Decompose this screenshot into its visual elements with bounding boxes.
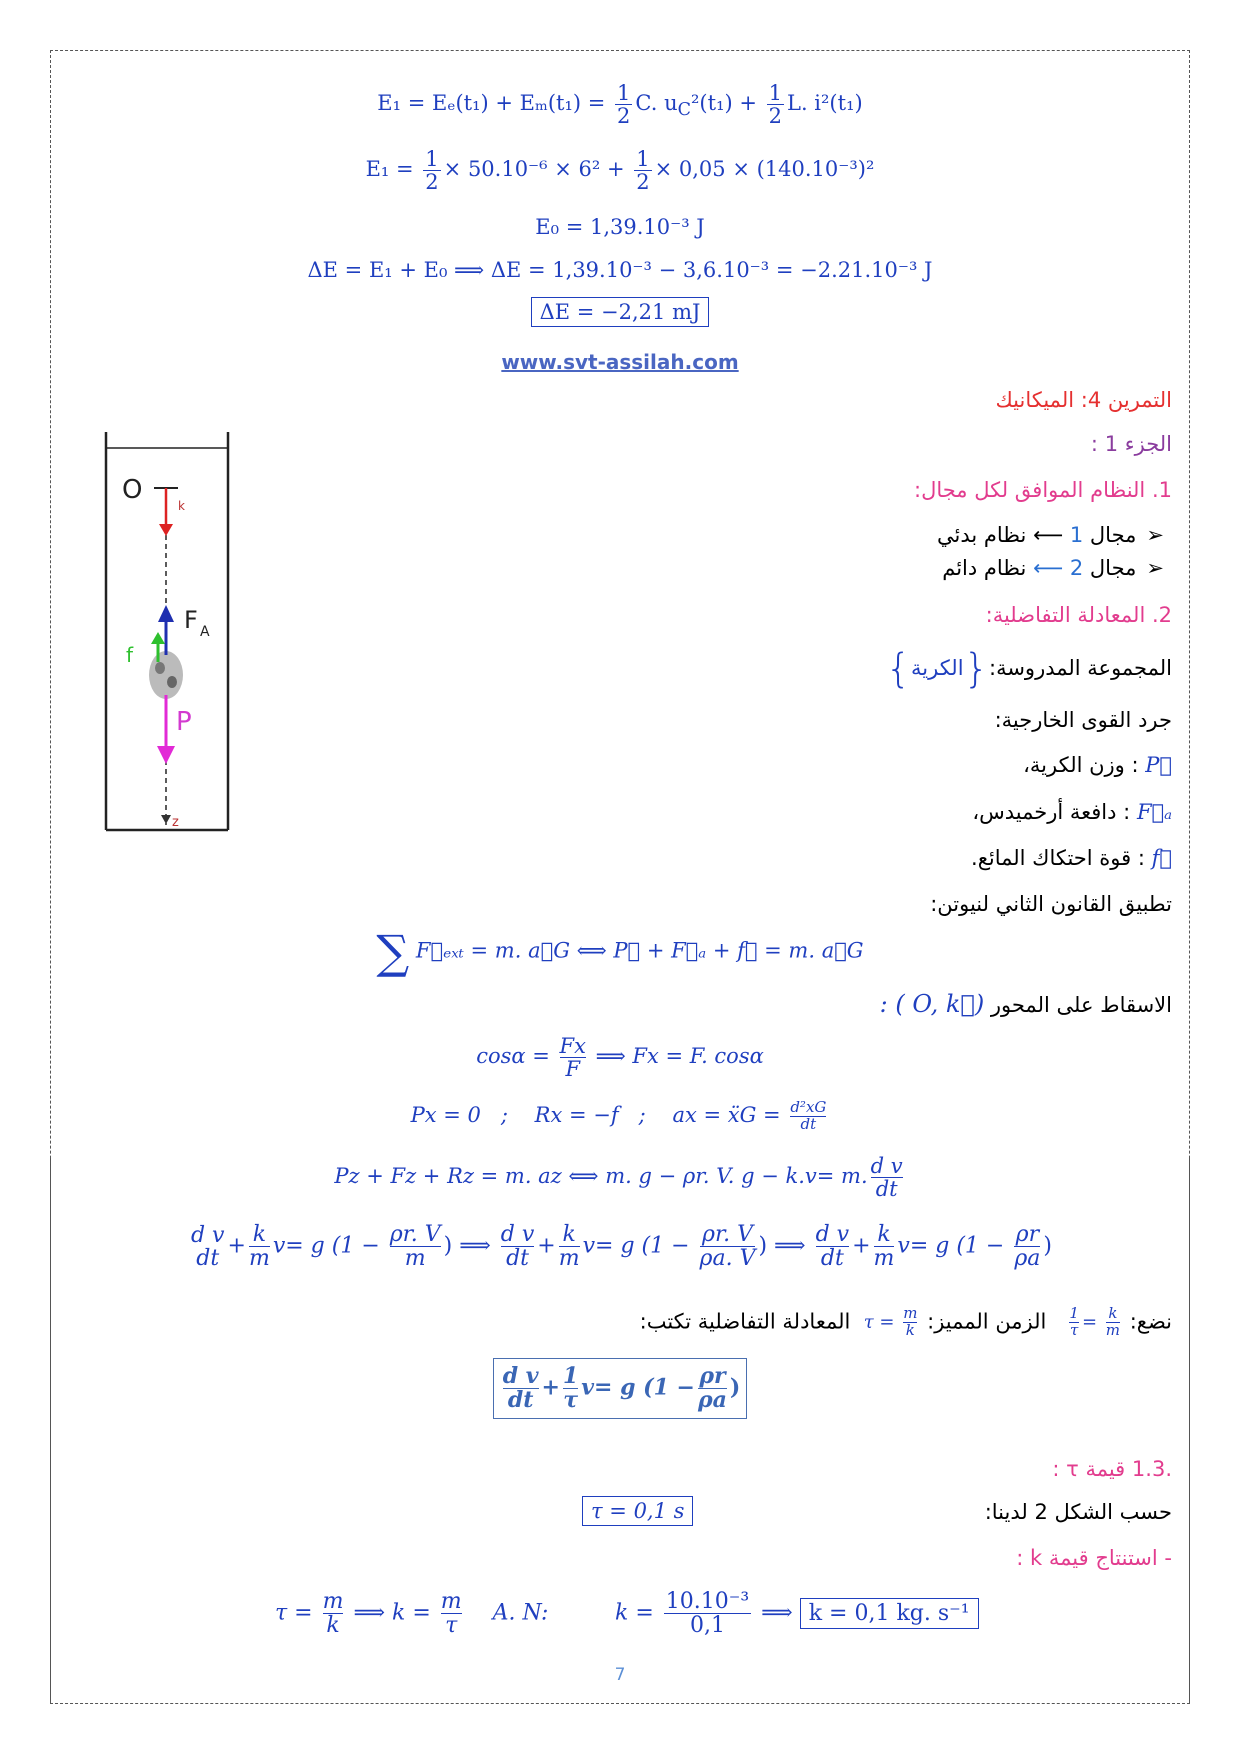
system-line: المجموعة المدروسة:{الكرية} [885, 646, 1172, 692]
newton-equation: ∑ F⃗ₑₓₜ = m. a⃗G ⟺ P⃗ + F⃗ₐ + f⃗ = m. a⃗G [376, 925, 864, 979]
forces-title: جرد القوى الخارجية: [994, 708, 1172, 732]
let-tau-line: نضع: $\frac{1}{\tau}$ = $\frac{k}{m}$ الزمن المميز: τ = $\frac{m}{k}$ المعادلة التفاضلية تكتب: [639, 1304, 1172, 1339]
equation-differential-chain: d v dt + $\frac{k}{m}$ v= g (1 − $\frac{\rho r. V}{m}$ ) ⟹ $\frac{\text{d v}}{dt}$ + $\frac{k}{m}$ v= g (1 − $\frac{\rho r. V}{\rho a. V}$ ) ⟹ $\frac{\text{d v}}{dt}$ + $\frac{k}{m}$ v= g (1 − $\frac{\rho r}{\rho a}$ ) [190, 1222, 1053, 1272]
exercise-title: التمرين 4: الميكانيك [995, 388, 1172, 412]
question-3-1-title: .1.3 قيمة τ : [1052, 1457, 1172, 1481]
k-arrowhead [159, 524, 173, 536]
final-differential-equation: $\frac{\text{d v}}{dt}$ + $\frac{1}{\tau}$ v= g (1 − $\frac{\rho r}{\rho a}$ ) [0, 1358, 1240, 1419]
equation-pz: Pz + Fz + Rz = m. az ⟺ m. g − ρr. V. g − k.v= m. $\frac{\text{d v}}{dt}$ [334, 1154, 903, 1202]
figure-2-line: حسب الشكل 2 لدينا: [984, 1500, 1172, 1524]
tau-value: τ = 0,1 s [582, 1496, 693, 1526]
equation-e1-definition: E₁ = Eₑ(t₁) + Eₘ(t₁) = $\frac{1}{2}$ C. $u_C^2(t_1)$ + $\frac{1}{2}$ L. i²(t₁) [377, 81, 863, 129]
friction-arrowhead [151, 632, 165, 644]
z-arrowhead [161, 815, 171, 824]
question-1-title: 1. النظام الموافق لكل مجال: [914, 478, 1172, 502]
regime-item-2: ➢مجال 2 ⟵ نظام دائم [942, 556, 1164, 580]
ball [149, 651, 183, 699]
website-link[interactable]: www.svt-assilah.com [501, 350, 739, 374]
equation-delta-e-result: ΔE = −2,21 mJ [0, 297, 1240, 327]
weight-arrowhead [157, 746, 175, 764]
archimedes-arrowhead [158, 605, 174, 622]
deduce-k-title: - استنتاج قيمة k : [1016, 1546, 1172, 1570]
falling-ball-figure [100, 430, 240, 840]
origin-label: O [122, 475, 143, 505]
f-label: f [126, 643, 134, 667]
regime-item-1: ➢مجال 1 ⟵ نظام بدئي [937, 523, 1164, 547]
equation-k-numeric: k = $\frac{\text{10.10⁻³}}{0,1}$ ⟹ k = 0,1 kg. s⁻¹ [615, 1590, 979, 1637]
page-number: 7 [614, 1665, 626, 1685]
force-fa: F⃗ₐ : دافعة أرخميدس، [972, 800, 1172, 824]
part-label: الجزء 1 : [1090, 432, 1172, 456]
p-label: P [176, 707, 192, 737]
equation-px: Px = 0 ; Rx = −f ; ax = ẍG = $\frac{\text{d²xG}}{dt}$ [410, 1098, 827, 1133]
equation-cos: cosα = $\frac{Fx}{F}$ ⟹ Fx = F. cosα [476, 1034, 764, 1082]
k-label: k [178, 499, 185, 513]
question-2-title: 2. المعادلة التفاضلية: [985, 603, 1172, 627]
equation-delta-e: ΔE = E₁ + E₀ ⟹ ΔE = 1,39.10⁻³ − 3,6.10⁻³ = −2.21.10⁻³ J [307, 258, 933, 282]
z-label: z [172, 815, 179, 830]
equation-e1-numeric: E₁ = $\frac{1}{2}$ × 50.10⁻⁶ × 6² + $\frac{1}{2}$ × 0,05 × (140.10⁻³)² [365, 147, 875, 195]
newton-title: تطبيق القانون الثاني لنيوتن: [930, 892, 1172, 916]
equation-k: τ = $\frac{m}{k}$ ⟹ k = $\frac{m}{\tau}$ A. N: [275, 1589, 549, 1639]
force-f: f⃗ : قوة احتكاك المائع. [971, 846, 1172, 870]
projection-line: الاسقاط على المحور (O, k⃗ ) : [879, 990, 1172, 1018]
force-p: P⃗ : وزن الكرية، [1023, 753, 1172, 777]
svg-text:A: A [200, 624, 210, 640]
fa-label: F [184, 606, 198, 634]
equation-e0: E₀ = 1,39.10⁻³ J [535, 215, 705, 239]
